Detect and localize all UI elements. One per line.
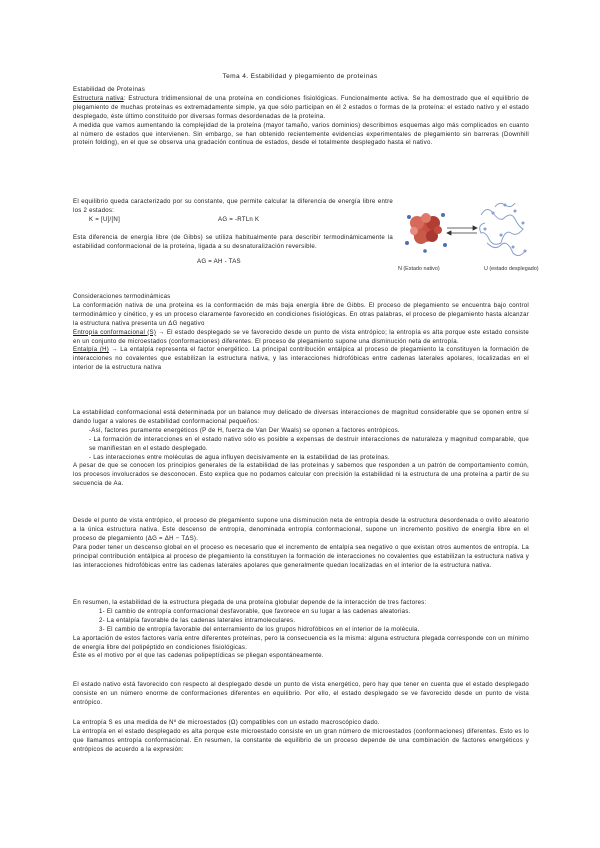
paragraph: A pesar de que se conocen los principios generales de la estabilidad de las proteínas y sabemos que responden a un patrón de comportamiento común, los procesos involucrados se desconocen. Esto explica que no podamos calcular con precisión la estabilidad ni la estructura de una proteína a partir de su secuencia de Aa. [73,462,529,488]
term-enthalpy: Entalpía (H) [73,346,110,354]
paragraph-text: → El estado desplegado se ve favorecido desde un punto de vista entrópico; la entropía es alta porque este estado consiste en un conjunto de microestados (conformaciones) diferentes. El proceso de plegamiento supone una disminución neta de entropía. [73,328,529,345]
paragraph: Éste es el motivo por el que las cadenas polipeptídicas se pliegan espontáneamente. [73,652,324,660]
list-item: - La formación de interacciones en el estado nativo sólo es posible a expensas de destruir interacciones de naturaleza y magnitud comparable, que se manifiestan en el estado desplegado. [89,435,529,452]
list-item: 1- El cambio de entropía conformacional desfavorable, que favorece en su lugar a las cadenas aleatorias. [99,607,411,615]
paragraph: El equilibrio queda caracterizado por su constante, que permite calcular la diferencia de energía libre entre los 2 estados: [73,198,393,214]
paragraph [73,95,529,122]
section-heading: Estabilidad de Proteínas [73,86,146,93]
section-native-vs-unfolded [73,681,529,708]
section-entropy-definition [73,719,529,755]
equation-free-energy: AG = AH - TAS [197,257,241,265]
section-equilibrium [73,198,393,268]
paragraph-text: → La entalpía representa el factor energético. La principal contribución entálpica al proceso de plegamiento la constituyen la formación de interacciones no covalentes que estabilizan la estructura nativa, y las interacciones hidrofóbicas entre cadenas laterales apolares, localizadas en el interior de la estructura nativa [73,346,529,372]
paragraph: A medida que vamos aumentando la complejidad de la proteína (mayor tamaño, varios dominios) describimos esquemas algo más complicados en cuanto al número de estados que intervienen. Sin embargo, se han obtenido recientemente evidencias experimentales de plegamiento sin barreras (Downhill protein folding), en el que se observa una gradación continua de estados, desde el totalmente desplegado hasta el nativo. [73,121,529,147]
paragraph: Esta diferencia de energía libre (de Gibbs) se utiliza habitualmente para describir termodinámicamente la estabilidad conformacional de la proteína, ligada a su desnaturalización reversible. [73,233,393,250]
section-stability [73,86,529,148]
section-entropic-view [73,517,529,570]
equation-k: K = [U]/[N] [89,215,121,223]
equation-row [73,258,393,268]
term-entropy: Entropía conformacional (S) [73,328,157,336]
paragraph-text: : Estructura tridimensional de una proteína en condiciones fisiológicas. Funcionalmente activa. Se ha demostrado que el equilibrio de plegamiento de muchas proteínas es extremadamente simple, ya que sólo participan en él 2 estados o formas de la proteína: el estado nativo y el estado desplegado, éste último constituido por diversas formas desordenadas de la proteína. [73,94,529,120]
section-summary [73,599,529,661]
term-native-structure: Estructura nativa [73,94,124,102]
list-item: - Las interacciones entre moléculas de agua influyen decisivamente en la estabilidad de las proteínas. [89,453,390,461]
paragraph: La entropía S es una medida de Nº de microestados (Ω) compatibles con un estado macroscópico dado. [73,719,380,726]
section-heading: Consideraciones termodinámicas [73,293,171,300]
list-item: -Así, factores puramente energéticos (P de H, fuerza de Van Der Waals) se oponen a factores entrópicos. [89,426,400,434]
equilibrium-arrows [447,226,477,235]
paragraph: La estabilidad conformacional está determinada por un balance muy delicado de diversas interacciones de magnitud considerable que se oponen entre sí dando lugar a valores de estabilidad conformacional pequeños: [73,409,529,425]
paragraph: El estado nativo está favorecido con respecto al desplegado desde un punto de vista energético, pero hay que tener en cuenta que el estado desplegado consiste en un número enorme de conformaciones diferentes en equilibrio. Por ello, el estado desplegado se ve favorecido desde un punto de vista entrópico. [73,681,529,706]
document-title: Tema 4. Estabilidad y plegamiento de proteínas [222,73,378,80]
list-item: 3- El cambio de entropía favorable del enterramiento de los grupos hidrofóbicos en el interior de la molécula. [99,625,420,633]
paragraph [73,329,529,347]
figure-label-native: N (Estado nativo) [398,266,440,272]
section-thermodynamics [73,293,529,373]
paragraph: En resumen, la estabilidad de la estructura plegada de una proteína globular depende de la interacción de tres factores: [73,599,427,606]
equation-gibbs: AG = -RTLn K [218,215,260,223]
paragraph: La aportación de estos factores varía entre diferentes proteínas, pero la consecuencia es la misma: alguna estructura plegada corresponde con un mínimo de energía libre del polipéptido en condiciones fisiológicas. [73,634,529,651]
paragraph [73,346,529,373]
list-item: 2- La entalpía favorable de las cadenas laterales intramoleculares. [99,616,296,624]
paragraph: La entropía en el estado desplegado es alta porque este microestado consiste en un gran número de microestados (conformaciones) diferentes. Esto es lo que llamamos entropía conformacional. En resumen, la constante de equilibrio de un proceso depende de una combinación de factores energéticos y entrópicos de acuerdo a la expresión: [73,727,529,753]
paragraph: Desde el punto de vista entrópico, el proceso de plegamiento supone una disminución neta de entropía desde la estructura desordenada o ovillo aleatorio a la única estructura nativa. Este descenso de entropía, denominada entropía conformacional, supone un incremento positivo de energía libre en el proceso de plegamiento (ΔG = ΔH − TΔS). [73,517,529,542]
equation-row [73,216,393,226]
native-protein-blob [405,213,447,253]
paragraph: Para poder tener un descenso global en el proceso es necesario que el incremento de entalpía sea negativo o que existan otros aumentos de entropía. La principal contribución entálpica al proceso de plegamiento la constituyen la formación de interacciones no covalentes que estabilizan la estructura nativa y las interacciones hidrofóbicas entre las cadenas laterales apolares que generalmente quedan localizadas en el interior de la estructura nativa. [73,543,529,569]
folding-equilibrium-figure [395,193,535,275]
section-balance [73,409,529,489]
paragraph: La conformación nativa de una proteína es la conformación de más baja energía libre de Gibbs. El proceso de plegamiento se encuentra bajo control termodinámico y cinético, y es un proceso claramente favorecido en condiciones fisiológicas. En otras palabras, el proceso de plegamiento hasta alcanzar la estructura nativa presenta un ΔG negativo [73,301,529,327]
figure-label-unfolded: U (estado desplegado) [484,266,539,272]
